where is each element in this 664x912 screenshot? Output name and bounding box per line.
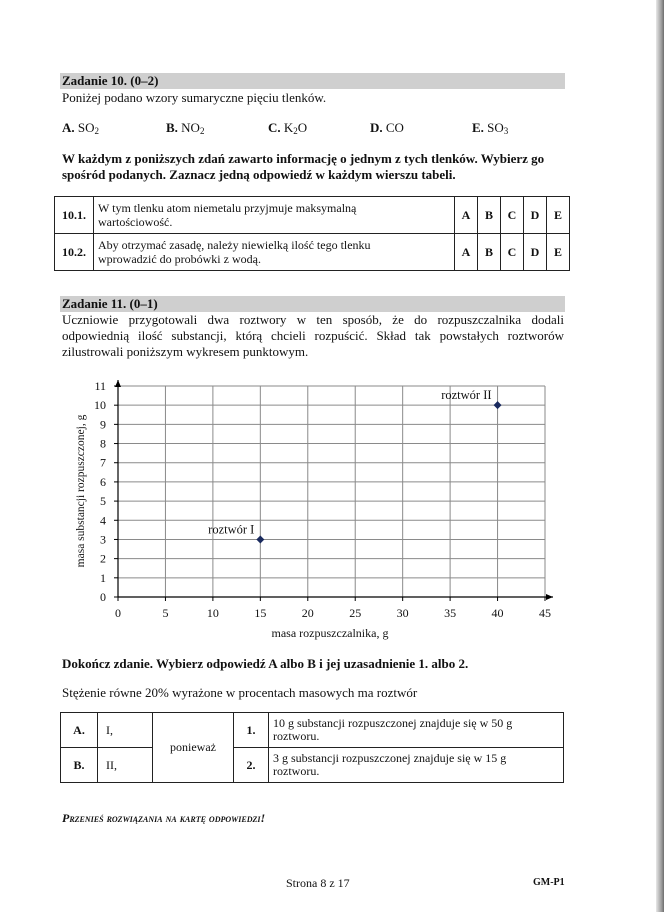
y-tick-label: 10 [94,398,106,413]
answer-cell-a[interactable]: A [455,197,478,234]
x-tick-label: 10 [206,606,219,620]
option-letter: A. [62,120,75,135]
x-tick-label: 35 [444,606,457,620]
x-axis-arrow-icon [546,594,553,600]
answer-cell-b[interactable]: B [478,197,501,234]
data-point-marker [256,535,264,543]
data-point-marker [494,401,502,409]
y-tick-label: 0 [100,590,106,604]
reason-text [269,713,564,748]
answer-cell-a[interactable]: A [455,234,478,271]
answer-value: II, [98,748,153,783]
statement-line: W tym tlenku atom niemetalu przyjmuje maksymalną [98,201,357,215]
task11-intro-line1: Uczniowie przygotowali dwa roztwory w ten sposób, że do rozpuszczalnika dodali [62,312,564,327]
x-tick-label: 40 [491,606,504,620]
reason-line: roztworu. [273,729,320,743]
answer-cell-b[interactable]: B [478,234,501,271]
task11-instruction: Dokończ zdanie. Wybierz odpowiedź A albo B i jej uzasadnienie 1. albo 2. [62,656,469,671]
row-number: 10.2. [55,234,94,271]
answer-cell-d[interactable]: D [524,234,547,271]
answer-cell-c[interactable]: C [501,234,524,271]
x-tick-label: 30 [396,606,409,620]
x-tick-label: 25 [349,606,362,620]
answer-letter-a[interactable]: A. [61,713,98,748]
option-letter: B. [166,120,178,135]
task11-intro-line2: odpowiednią ilość substancji, którą chcieli rozpuścić. Skład tak powstałych roztworów [62,328,564,343]
formula-sub: 2 [199,126,205,136]
task10-instruction-line1: W każdym z poniższych zdań zawarto informację o jednym z tych tlenków. Wybierz go [62,151,545,166]
x-tick-label: 20 [301,606,314,620]
reason-text [269,748,564,783]
y-tick-label: 6 [100,474,106,489]
task11-header: Zadanie 11. (0–1) [60,296,565,312]
y-tick-label: 1 [100,570,106,585]
formula-sub: 2 [293,126,298,136]
formula-base: K [283,120,294,135]
reason-number-1[interactable]: 1. [234,713,269,748]
answer-cell-e[interactable]: E [547,197,570,234]
row-number: 10.1. [55,197,94,234]
option-letter: C. [268,120,281,135]
reason-number-2[interactable]: 2. [234,748,269,783]
data-point-label: roztwór I [208,522,255,537]
answer-cell-c[interactable]: C [501,197,524,234]
formula-base: SO [77,120,95,135]
table-row [61,713,564,748]
x-tick-label: 45 [539,606,551,620]
statement-line: wartościowość. [98,215,173,229]
formula-sub: 2 [94,126,100,136]
task11-intro-line3: zilustrowali poniższym wykresem punktowym. [62,344,309,359]
y-tick-label: 3 [100,532,106,547]
formula-tail: O [297,120,308,135]
transfer-note: Przenieś rozwiązania na kartę odpowiedzi! [62,811,266,825]
option-letter: E. [472,120,484,135]
y-tick-label: 9 [100,417,106,432]
chart-grid [118,386,545,597]
x-tick-label: 5 [162,606,169,620]
data-point-label: roztwór II [441,388,492,403]
y-axis-label: masa substancji rozpuszczonej, g [75,414,87,568]
y-tick-label: 2 [100,551,106,566]
option-letter: D. [370,120,383,135]
x-tick-label: 0 [115,606,121,620]
reason-line: 3 g substancji rozpuszczonej znajduje się w 15 g [273,751,507,765]
chart-axes [115,380,553,600]
formula-base: CO [385,120,404,135]
y-tick-label: 8 [100,436,106,451]
task11-statement: Stężenie równe 20% wyrażone w procentach masowych ma roztwór [62,685,418,700]
x-axis-label: masa rozpuszczalnika, g [271,626,389,640]
table-row [61,748,564,783]
formula-sub: 3 [503,126,509,136]
connector: ponieważ [153,713,234,783]
y-tick-label: 4 [100,513,106,528]
reason-line: roztworu. [273,764,320,778]
answer-cell-e[interactable]: E [547,234,570,271]
statement-line: Aby otrzymać zasadę, należy niewielką ilość tego tlenku [98,238,371,252]
task10-intro: Poniżej podano wzory sumaryczne pięciu tlenków. [62,90,327,105]
formula-base: NO [181,120,200,135]
chart-ticks [94,379,551,620]
formula-base: SO [487,120,504,135]
y-tick-label: 7 [100,455,106,470]
task10-instruction-line2: spośród podanych. Zaznacz jedną odpowiedź w każdym wierszu tabeli. [62,167,456,182]
answer-letter-b[interactable]: B. [61,748,98,783]
task10-header: Zadanie 10. (0–2) [60,73,565,89]
answer-value: I, [98,713,153,748]
y-tick-label: 5 [100,494,106,509]
page-number: Strona 8 z 17 [286,876,350,890]
statement-line: wprowadzić do probówki z wodą. [98,252,261,266]
reason-line: 10 g substancji rozpuszczonej znajduje się w 50 g [273,716,513,730]
exam-code: GM-P1 [533,877,565,888]
y-tick-label: 11 [94,379,106,393]
answer-cell-d[interactable]: D [524,197,547,234]
x-tick-label: 15 [254,606,267,620]
task11-answer-table [60,712,564,783]
